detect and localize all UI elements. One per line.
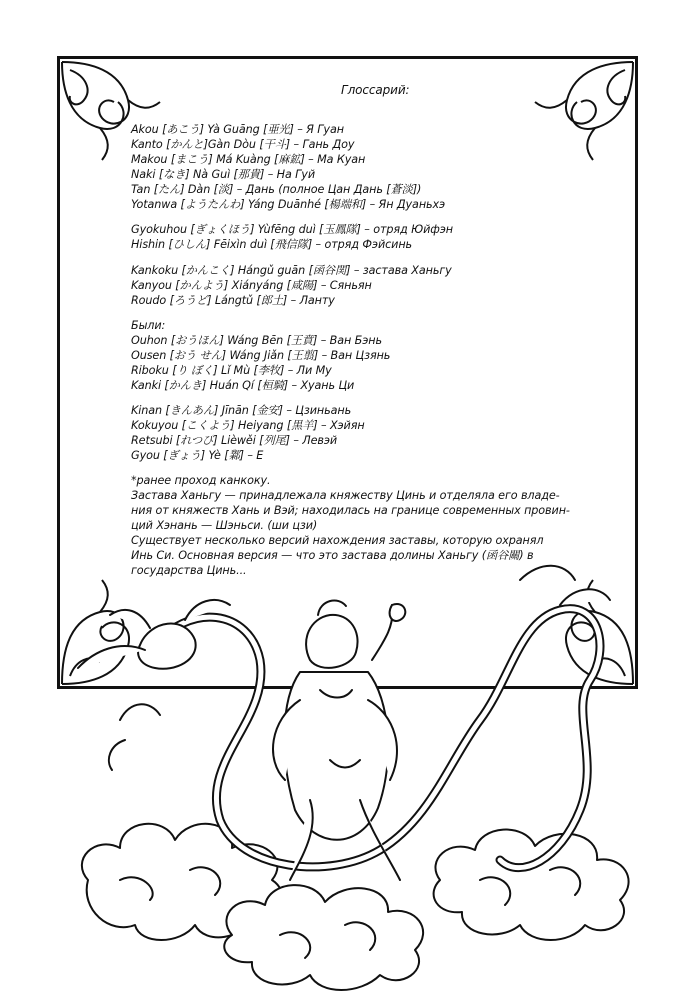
glossary-entry: Hishin [ひしん] Fēixìn duì [飛信隊] – отряд Фэйсинь bbox=[131, 238, 413, 251]
glossary-entry: Akou [あこう] Yà Guāng [亜光] – Я Гуан bbox=[131, 123, 344, 136]
glossary-entry: Kanto [かんと]Gàn Dòu [干斗] – Гань Доу bbox=[131, 138, 355, 151]
glossary-entry: Kankoku [かんこく] Hángǔ guān [函谷関] – застава Ханьгу bbox=[131, 264, 452, 277]
note-line: Существует несколько версий нахождения заставы, которую охранял bbox=[131, 534, 544, 547]
glossary-entry: Retsubi [れつび] Lièwěi [列尾] – Левэй bbox=[131, 434, 338, 447]
note-line: Застава Ханьгу — принадлежала княжеству Цинь и отделяла его владе- bbox=[131, 489, 560, 502]
rider-figure bbox=[273, 600, 405, 880]
glossary-entry: Kinan [きんあん] Jīnān [金安] – Цзиньань bbox=[131, 404, 352, 417]
glossary-entry: Gyou [ぎょう] Yè [鄴] – Е bbox=[131, 449, 264, 462]
glossary-entry: Roudo [ろうど] Lángtǔ [郎土] – Ланту bbox=[131, 294, 335, 307]
glossary-entry: Yotanwa [ようたんわ] Yáng Duānhé [楊端和] – Ян Дуаньхэ bbox=[131, 198, 446, 211]
note-line: Инь Си. Основная версия — что это застава долины Ханьгу (函谷關) в bbox=[131, 549, 534, 562]
glossary-entry: Kanyou [かんよう] Xiányáng [咸陽] – Сяньян bbox=[131, 279, 372, 292]
glossary-entry: Kokuyou [こくよう] Heiyang [黒羊] – Хэйян bbox=[131, 419, 365, 432]
glossary-entry: Kanki [かんき] Huán Qí [桓騎] – Хуань Ци bbox=[131, 379, 355, 392]
cloud-shape bbox=[224, 885, 423, 990]
glossary-entry: Naki [なき] Nà Guì [那貴] – На Гуй bbox=[131, 168, 315, 181]
glossary-entry: Ousen [おう せん] Wáng Jiǎn [王翦] – Ван Цзянь bbox=[131, 349, 391, 362]
note-line: *ранее проход канкоку. bbox=[131, 474, 271, 487]
glossary-entry: Makou [まこう] Má Kuàng [麻鉱] – Ма Куан bbox=[131, 153, 366, 166]
glossary-entry: Gyokuhou [ぎょくほう] Yùfēng duì [玉鳳隊] – отряд Юйфэн bbox=[131, 223, 453, 236]
note-line: ния от княжеств Хань и Вэй; находилась на границе современных провин- bbox=[131, 504, 570, 517]
section-label: Были: bbox=[131, 319, 166, 332]
glossary-entry: Ouhon [おうほん] Wáng Bēn [王賁] – Ван Бэнь bbox=[131, 334, 383, 347]
note-line: ций Хэнань — Шэньси. (ши цзи) bbox=[131, 519, 318, 532]
glossary-entry: Tan [たん] Dàn [淡] – Дань (полное Цан Дань [蒼淡]) bbox=[131, 183, 422, 196]
glossary-entry: Riboku [り ぼく] Lǐ Mù [李牧] – Ли Му bbox=[131, 364, 332, 377]
cloud-shape bbox=[434, 830, 629, 940]
glossary-title: Глоссарий: bbox=[341, 83, 410, 97]
note-line: государства Цинь... bbox=[131, 564, 247, 577]
